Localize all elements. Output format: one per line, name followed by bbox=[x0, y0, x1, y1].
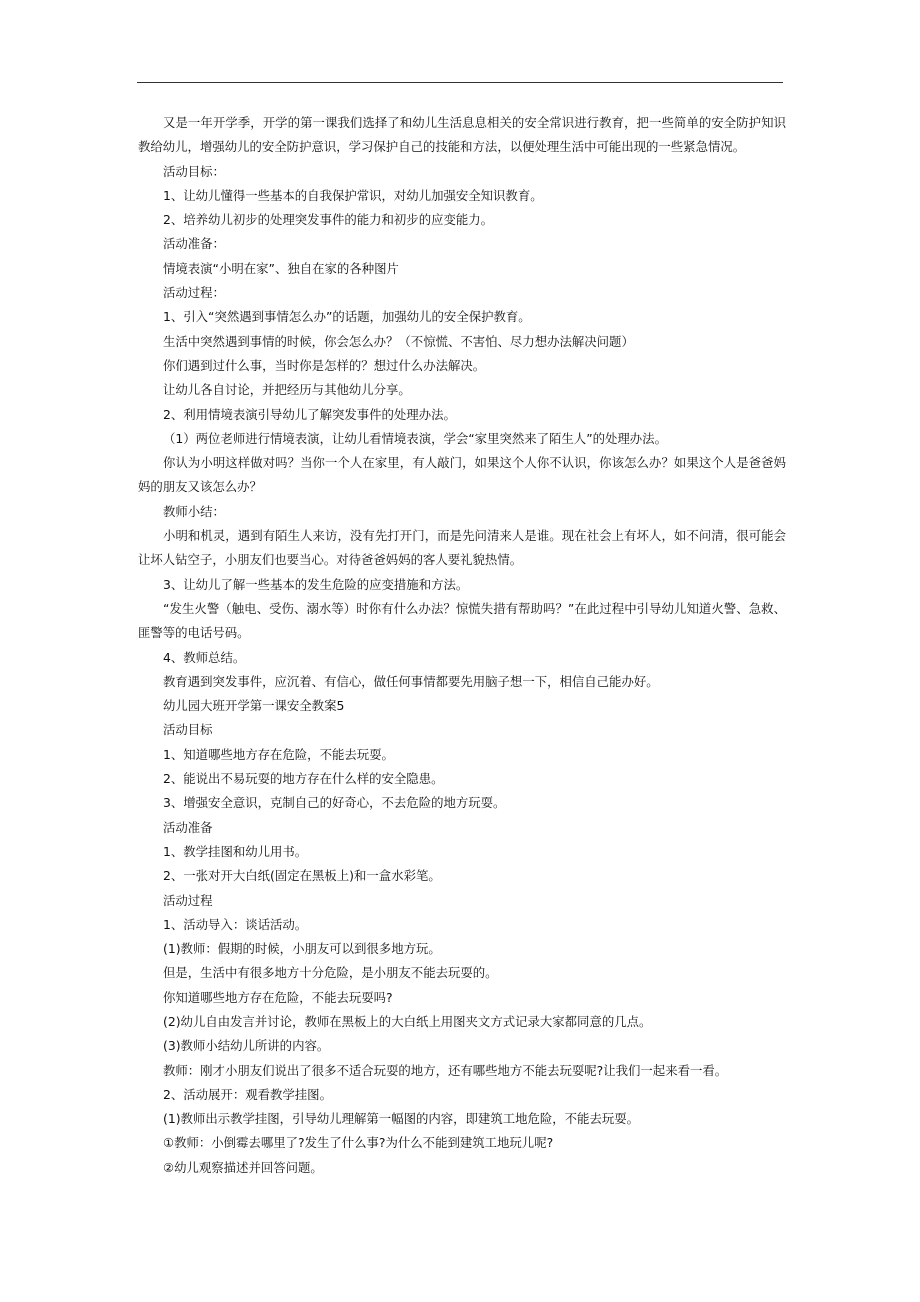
paragraph: “发生火警（触电、受伤、溺水等）时你有什么办法？惊慌失措有帮助吗？”在此过程中引导幼儿知道火警、急救、匪警等的电话号码。 bbox=[138, 600, 786, 641]
paragraph: 活动准备： bbox=[163, 236, 225, 252]
paragraph: 生活中突然遇到事情的时候，你会怎么办？（不惊慌、不害怕、尽力想办法解决问题） bbox=[163, 333, 634, 349]
paragraph: 教师小结： bbox=[163, 503, 225, 519]
document-body bbox=[138, 111, 786, 1180]
paragraph: 小明和机灵，遇到有陌生人来访，没有先打开门，而是先问清来人是谁。现在社会上有坏人，如不问清，很可能会让坏人钻空子，小朋友们也要当心。对待爸爸妈妈的客人要礼貌热情。 bbox=[138, 528, 786, 568]
paragraph: 3、增强安全意识，克制自己的好奇心，不去危险的地方玩耍。 bbox=[163, 795, 506, 811]
paragraph: (2)幼儿自由发言并讨论，教师在黑板上的大白纸上用图夹文方式记录大家都同意的几点。 bbox=[163, 1013, 652, 1029]
paragraph: 你们遇到过什么事，当时你是怎样的？想过什么办法解决。 bbox=[163, 357, 486, 373]
paragraph: 3、让幼儿了解一些基本的发生危险的应变措施和方法。 bbox=[163, 576, 469, 592]
paragraph: (1)教师：假期的时候，小朋友可以到很多地方玩。 bbox=[163, 941, 441, 957]
paragraph: ①教师：小倒霉去哪里了?发生了什么事?为什么不能到建筑工地玩儿呢? bbox=[163, 1135, 554, 1151]
section-title: 幼儿园大班开学第一课安全教案5 bbox=[163, 698, 345, 714]
paragraph: 1、活动导入：谈话活动。 bbox=[163, 916, 308, 932]
paragraph: 2、能说出不易玩耍的地方存在什么样的安全隐患。 bbox=[163, 771, 444, 787]
paragraph: (1)教师出示教学挂图，引导幼儿理解第一幅图的内容，即建筑工地危险，不能去玩耍。 bbox=[163, 1111, 640, 1127]
paragraph: 活动准备 bbox=[163, 819, 213, 835]
paragraph: （1）两位老师进行情境表演，让幼儿看情境表演，学会“家里突然来了陌生人”的处理办法。 bbox=[163, 430, 667, 446]
paragraph: 又是一年开学季，开学的第一课我们选择了和幼儿生活息息相关的安全常识进行教育，把一些简单的安全防护知识教给幼儿，增强幼儿的安全防护意识，学习保护自己的技能和方法，以便处理生活中可能出现的一些紧急情况。 bbox=[138, 115, 786, 155]
paragraph: 情境表演“小明在家”、独自在家的各种图片 bbox=[163, 260, 399, 276]
paragraph: 教育遇到突发事件，应沉着、有信心，做任何事情都要先用脑子想一下，相信自己能办好。 bbox=[163, 673, 659, 689]
paragraph: 教师：刚才小朋友们说出了很多不适合玩耍的地方，还有哪些地方不能去玩耍呢?让我们一起来看一看。 bbox=[163, 1062, 728, 1078]
paragraph: 2、活动展开：观看教学挂图。 bbox=[163, 1086, 332, 1102]
paragraph: 1、让幼儿懂得一些基本的自我保护常识，对幼儿加强安全知识教育。 bbox=[163, 187, 543, 203]
paragraph: 你知道哪些地方存在危险，不能去玩耍吗? bbox=[163, 989, 393, 1005]
paragraph: 2、一张对开大白纸(固定在黑板上)和一盒水彩笔。 bbox=[163, 868, 441, 884]
paragraph: 1、引入“突然遇到事情怎么办”的话题，加强幼儿的安全保护教育。 bbox=[163, 309, 531, 325]
paragraph: 1、教学挂图和幼儿用书。 bbox=[163, 843, 308, 859]
paragraph: 2、培养幼儿初步的处理突发事件的能力和初步的应变能力。 bbox=[163, 212, 494, 228]
paragraph: 2、利用情境表演引导幼儿了解突发事件的处理办法。 bbox=[163, 406, 456, 422]
paragraph: 活动过程： bbox=[163, 285, 225, 301]
paragraph: (3)教师小结幼儿所讲的内容。 bbox=[163, 1038, 330, 1054]
paragraph: 活动过程 bbox=[163, 892, 213, 908]
paragraph: 1、知道哪些地方存在危险，不能去玩耍。 bbox=[163, 746, 394, 762]
paragraph: 活动目标 bbox=[163, 722, 213, 738]
paragraph: 让幼儿各自讨论，并把经历与其他幼儿分享。 bbox=[163, 382, 411, 398]
header-rule bbox=[137, 82, 783, 83]
paragraph: ②幼儿观察描述并回答问题。 bbox=[163, 1159, 323, 1175]
paragraph: 活动目标： bbox=[163, 163, 225, 179]
paragraph: 你认为小明这样做对吗？当你一个人在家里，有人敲门，如果这个人你不认识，你该怎么办？如果这个人是爸爸妈妈的朋友又该怎么办？ bbox=[138, 455, 786, 495]
paragraph: 4、教师总结。 bbox=[163, 649, 246, 665]
paragraph: 但是，生活中有很多地方十分危险，是小朋友不能去玩耍的。 bbox=[163, 965, 498, 981]
